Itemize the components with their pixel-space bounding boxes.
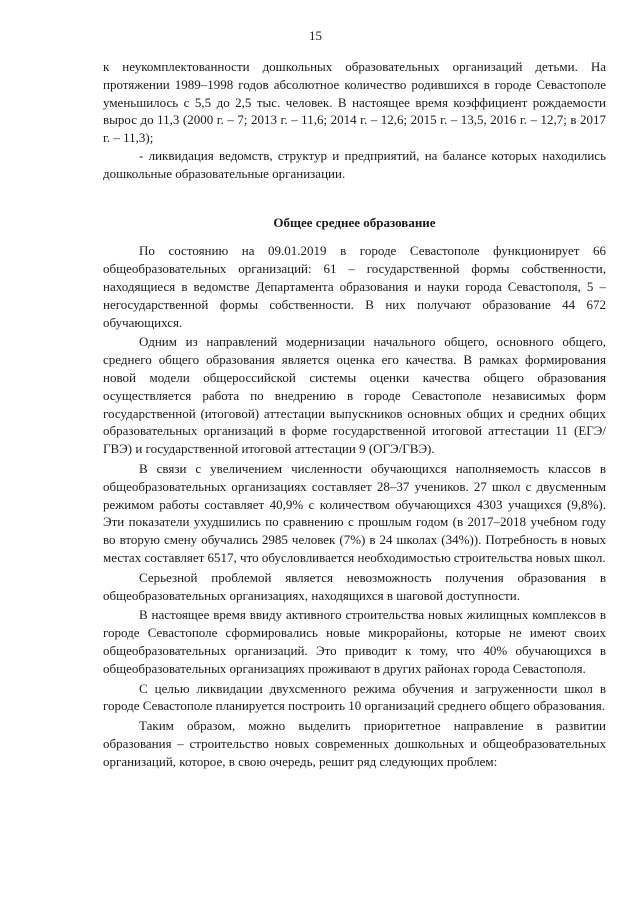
paragraph: к неукомплектованности дошкольных образовательных организаций детьми. На протяжении 1989–1998 годов абсолютное количество родившихся в городе Севастополе уменьшилось с 5,5 до 2,5 тыс. человек. В настоящее время коэффициент рождаемости вырос до 11,3 (2000 г. – 7; 2013 г. – 11,6; 2014 г. – 12,6; 2015 г. – 13,5, 2016 г. – 12,7; в 2017 г. – 11,3);: [103, 59, 606, 146]
list-item: - ликвидация ведомств, структур и предприятий, на балансе которых находились дошкольные образовательные организации.: [103, 147, 606, 181]
paragraph: В связи с увеличением численности обучающихся наполняемость классов в общеобразовательных организациях составляет 28–37 учеников. 27 школ с двусменным режимом работы составляет 40,9% с количеством обучающихся 4303 учащихся (9,8%). Эти показатели ухудшились по сравнению с прошлым годом (в 2017–2018 учебном году во вторую смену обучались 2985 человек (7%) в 24 школах (34%)). Потребность в новых местах составляет 6517, что обусловливается необходимостью строительства новых школ.: [103, 460, 606, 565]
paragraph: Серьезной проблемой является невозможность получения образования в общеобразовательных организациях, находящихся в шаговой доступности.: [103, 569, 606, 603]
section-heading: Общее среднее образование: [273, 214, 436, 230]
paragraph: По состоянию на 09.01.2019 в городе Севастополе функционирует 66 общеобразовательных организаций: 61 – государственной формы собственности, находящиеся в ведомстве Департамента образования и науки города Севастополя, 5 – негосударственной формы собственности. В них получают образование 44 672 обучающихся.: [103, 243, 606, 330]
paragraph: Одним из направлений модернизации начального общего, основного общего, среднего общего образования является оценка его качества. В рамках формирования новой модели общероссийской системы оценки качества общего образования осуществляется работа по внедрению в городе Севастополе независимых форм государственной (итоговой) аттестации выпускников основных общих и средних общих образовательных организаций в форме государственной итоговой аттестации 11 (ЕГЭ/ГВЭ) и государственной итоговой аттестации 9 (ОГЭ/ГВЭ).: [103, 334, 606, 457]
paragraph: В настоящее время ввиду активного строительства новых жилищных комплексов в городе Севастополе сформировались новые микрорайоны, которые не имеют своих общеобразовательных организаций. Это приводит к тому, что 40% обучающихся в общеобразовательных организациях проживают в других районах города Севастополя.: [103, 607, 606, 676]
page-number: 15: [309, 28, 322, 43]
paragraph: С целью ликвидации двухсменного режима обучения и загруженности школ в городе Севастополе планируется построить 10 организаций среднего общего образования.: [103, 680, 606, 714]
document-body: [103, 58, 606, 770]
paragraph: Таким образом, можно выделить приоритетное направление в развитии образования – строительство новых современных дошкольных и общеобразовательных организаций, которое, в свою очередь, решит ряд следующих проблем:: [103, 718, 606, 769]
